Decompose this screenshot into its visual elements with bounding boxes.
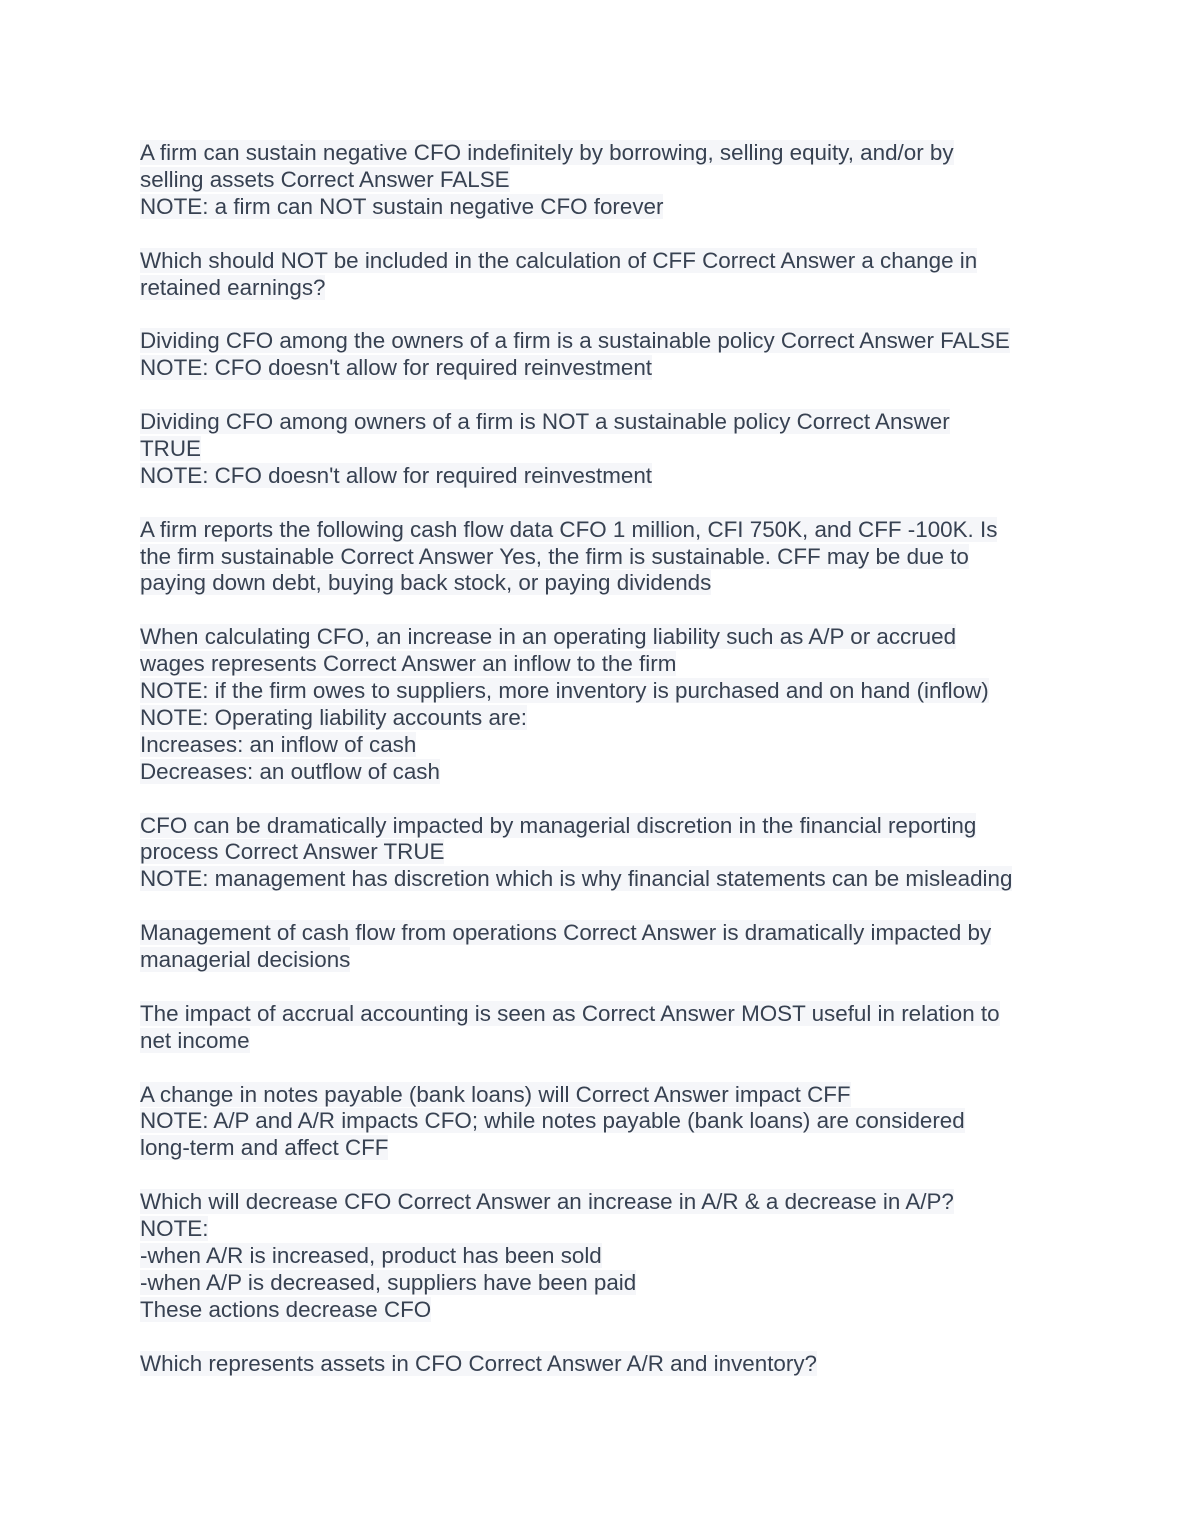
qa-item — [140, 1082, 1080, 1163]
qa-item — [140, 248, 1080, 302]
text-line: Which will decrease CFO Correct Answer an increase in A/R & a decrease in A/P? — [140, 1189, 954, 1215]
text-line: A change in notes payable (bank loans) will Correct Answer impact CFF — [140, 1081, 851, 1107]
text-line: A firm reports the following cash flow data CFO 1 million, CFI 750K, and CFF -100K. Is — [140, 516, 998, 542]
qa-item — [140, 813, 1080, 894]
text-line: retained earnings? — [140, 274, 326, 300]
qa-item — [140, 1189, 1080, 1324]
note-line: Decreases: an outflow of cash — [140, 758, 440, 784]
text-line: managerial decisions — [140, 947, 351, 973]
note-line: NOTE: CFO doesn't allow for required reinvestment — [140, 462, 652, 488]
qa-item — [140, 624, 1080, 785]
text-line: Which should NOT be included in the calculation of CFF Correct Answer a change in — [140, 247, 978, 273]
text-line: paying down debt, buying back stock, or paying dividends — [140, 570, 712, 596]
qa-item — [140, 1351, 1080, 1378]
note-line: NOTE: Operating liability accounts are: — [140, 704, 528, 730]
text-line: Dividing CFO among owners of a firm is NOT a sustainable policy Correct Answer — [140, 409, 950, 435]
text-line: A firm can sustain negative CFO indefinitely by borrowing, selling equity, and/or by — [140, 140, 954, 165]
note-line: -when A/P is decreased, suppliers have been paid — [140, 1269, 637, 1295]
qa-item — [140, 409, 1080, 490]
note-line: -when A/R is increased, product has been sold — [140, 1243, 602, 1268]
note-line: Increases: an inflow of cash — [140, 731, 417, 757]
qa-item — [140, 1001, 1080, 1055]
qa-item — [140, 920, 1080, 974]
text-line: selling assets Correct Answer FALSE — [140, 166, 510, 192]
text-line: TRUE — [140, 435, 201, 461]
text-line: process Correct Answer TRUE — [140, 839, 445, 865]
qa-item — [140, 328, 1080, 382]
note-line: NOTE: if the firm owes to suppliers, more inventory is purchased and on hand (inflow) — [140, 678, 989, 704]
text-line: Which represents assets in CFO Correct Answer A/R and inventory? — [140, 1350, 817, 1376]
note-line: NOTE: — [140, 1216, 209, 1242]
note-line: NOTE: A/P and A/R impacts CFO; while notes payable (bank loans) are considered — [140, 1108, 965, 1134]
text-line: wages represents Correct Answer an inflow to the firm — [140, 651, 677, 677]
note-line: NOTE: CFO doesn't allow for required reinvestment — [140, 355, 652, 381]
text-line: Management of cash flow from operations Correct Answer is dramatically impacted by — [140, 920, 992, 946]
note-line: NOTE: management has discretion which is why financial statements can be misleading — [140, 866, 1013, 892]
text-line: net income — [140, 1027, 250, 1053]
text-line: The impact of accrual accounting is seen as Correct Answer MOST useful in relation to — [140, 1000, 1000, 1026]
qa-item — [140, 517, 1080, 598]
note-line: These actions decrease CFO — [140, 1296, 432, 1322]
note-line: long-term and affect CFF — [140, 1135, 389, 1161]
document-page — [140, 140, 1080, 1404]
text-line: the firm sustainable Correct Answer Yes, the firm is sustainable. CFF may be due to — [140, 543, 969, 569]
text-line: CFO can be dramatically impacted by managerial discretion in the financial reporting — [140, 812, 977, 838]
note-line: NOTE: a firm can NOT sustain negative CFO forever — [140, 193, 664, 219]
text-line: When calculating CFO, an increase in an operating liability such as A/P or accrued — [140, 624, 957, 650]
qa-item — [140, 140, 1080, 221]
text-line: Dividing CFO among the owners of a firm is a sustainable policy Correct Answer FALSE — [140, 328, 1010, 354]
